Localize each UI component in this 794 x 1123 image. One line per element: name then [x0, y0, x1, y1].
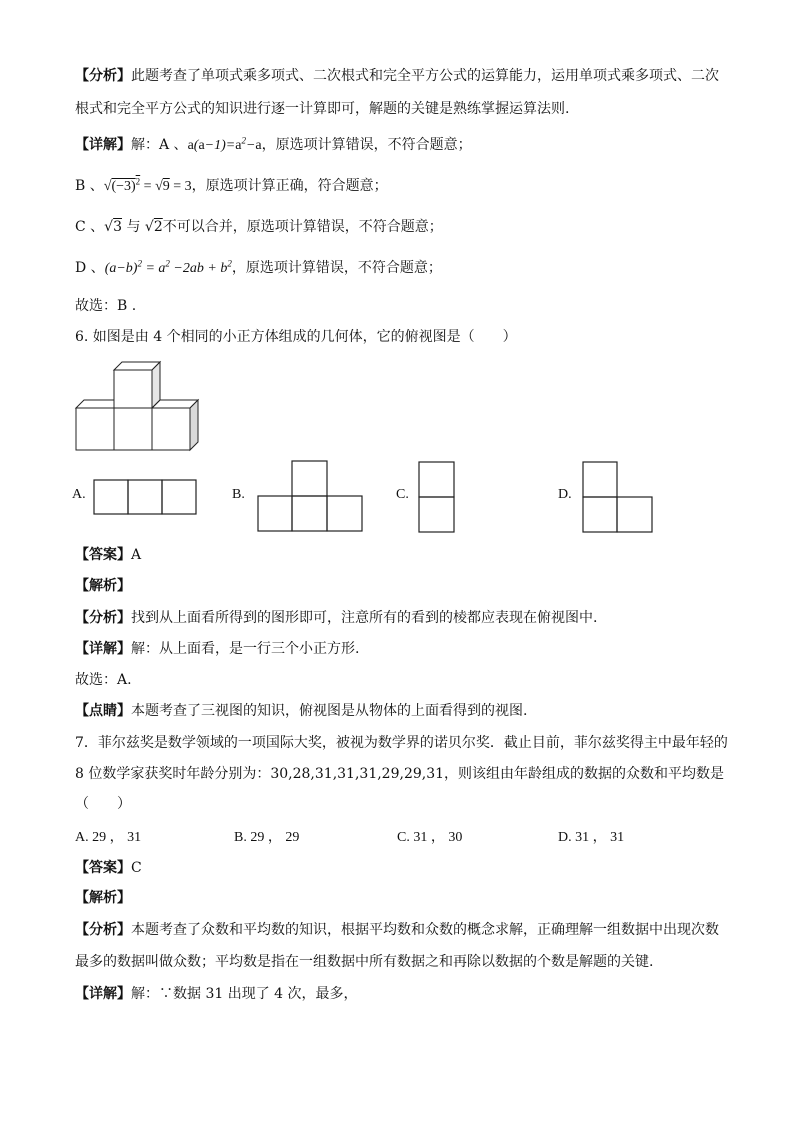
- q6-option-d-label: D.: [558, 487, 572, 502]
- q6-answer: 【答案】A: [75, 547, 142, 563]
- q6-option-a-figure: [93, 479, 199, 516]
- q7-analysis-line2: 最多的数据叫做众数；平均数是指在一组数据中所有数据之和再除以数据的个数是解题的关键.: [75, 954, 654, 970]
- q5-analysis-line2: 根式和完全平方公式的知识进行逐一计算即可，解题的关键是熟练掌握运算法则.: [75, 101, 570, 117]
- q6-option-b-label: B.: [232, 487, 245, 502]
- q5-choose: 故选：B .: [75, 298, 137, 314]
- q5-detail-a: 【详解】解：A 、$a(a-1)=a^2-a$，原选项计算错误，不符合题意；: [75, 135, 472, 153]
- q7-stem-line3: （ ）: [75, 796, 131, 812]
- q6-option-b-figure: [257, 460, 364, 533]
- cube-solid-figure: [70, 362, 210, 457]
- q5-analysis-line1: 【分析】此题考查了单项式乘多项式、二次根式和完全平方公式的运算能力，运用单项式乘多项式、二次: [75, 68, 719, 84]
- q6-stem: 6. 如图是由 4 个相同的小正方体组成的几何体，它的俯视图是（ ）: [75, 329, 517, 345]
- q7-stem-line1: 7．菲尔兹奖是数学领域的一项国际大奖，被视为数学界的诺贝尔奖．截止目前，菲尔兹奖得主中最年轻的: [75, 735, 728, 751]
- q6-jiexi-tag: 【解析】: [75, 578, 131, 594]
- q5-detail-c: C 、√3 与 √2不可以合并，原选项计算错误，不符合题意；: [75, 219, 443, 235]
- q6-option-a-label: A.: [72, 487, 86, 502]
- q5-detail-b: B 、$√(-3)^2 = √9 = 3$，原选项计算正确，符合题意；: [75, 176, 388, 194]
- q6-choose: 故选：A.: [75, 672, 132, 688]
- formula-c: √3 与 √2: [104, 219, 163, 235]
- q6-detail: 【详解】解：从上面看，是一行三个小正方形.: [75, 641, 360, 657]
- q7-option-b: B. 29 ， 29: [234, 830, 300, 845]
- q7-option-a: A. 29 ， 31: [75, 830, 142, 845]
- q6-comment: 【点睛】本题考查了三视图的知识，俯视图是从物体的上面看得到的视图.: [75, 703, 528, 719]
- q7-option-c: C. 31 ， 30: [397, 830, 463, 845]
- formula-b: $√(-3)^2 = √9 = 3$: [103, 176, 192, 194]
- q6-option-c-figure: [418, 461, 456, 534]
- q5-detail-d: D 、$(a-b)^2 = a^2 -2ab + b^2$，原选项计算错误，不符合题意；: [75, 258, 442, 276]
- q6-option-d-figure: [582, 461, 654, 534]
- q7-stem-line2: 8 位数学家获奖时年龄分别为：30,28,31,31,31,29,29,31，则该组由年龄组成的数据的众数和平均数是: [75, 766, 725, 782]
- q6-analysis: 【分析】找到从上面看所得到的图形即可，注意所有的看到的棱都应表现在俯视图中.: [75, 610, 598, 626]
- formula-a: $a(a-1)=a^2-a$: [187, 135, 262, 153]
- q7-option-d: D. 31 ， 31: [558, 830, 625, 845]
- formula-d: $(a-b)^2 = a^2 -2ab + b^2$: [104, 258, 232, 276]
- q7-detail: 【详解】解：∵数据 31 出现了 4 次，最多，: [75, 986, 358, 1002]
- q6-option-c-label: C.: [396, 487, 409, 502]
- q7-analysis-line1: 【分析】本题考查了众数和平均数的知识，根据平均数和众数的概念求解，正确理解一组数据中出现次数: [75, 922, 719, 938]
- q7-jiexi-tag: 【解析】: [75, 890, 131, 906]
- q7-answer: 【答案】C: [75, 860, 142, 876]
- detail-tag: 【详解】: [75, 137, 131, 153]
- analysis-tag: 【分析】: [75, 68, 131, 84]
